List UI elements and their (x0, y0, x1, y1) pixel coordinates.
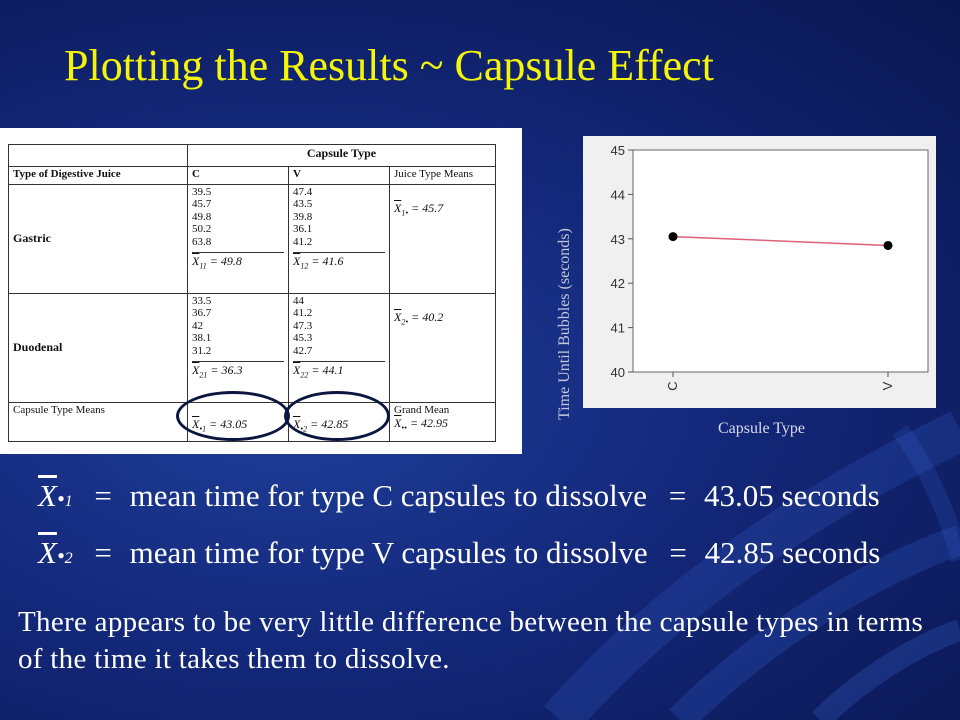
capsule-type-header: Capsule Type (188, 145, 496, 167)
value: 33.5 (192, 294, 212, 307)
cell-mean: $\overline{X}_{12} = 41.6$ (293, 252, 385, 273)
juice-means-header: Juice Type Means (390, 166, 496, 184)
table-corner (9, 145, 188, 167)
value: 50.2 (192, 223, 212, 236)
equation-value: 42.85 seconds (704, 535, 881, 570)
value: 45.7 (192, 198, 212, 211)
gastric-row-mean: $\overline{X}_{1•} = 45.7$ (390, 184, 496, 293)
juice-type-header: Type of Digestive Juice (9, 166, 188, 184)
value: 63.8 (192, 235, 212, 248)
y-tick-label: 42 (610, 276, 625, 292)
chart-x-axis-label: Capsule Type (718, 420, 806, 437)
value: 49.8 (192, 210, 212, 223)
conclusion-text: There appears to be very little difference between the capsule types in terms of the time it takes them to dissolve. (18, 606, 924, 675)
col-header-c: C (188, 166, 289, 184)
value: 41.2 (293, 307, 313, 320)
juice-name-duodenal: Duodenal (9, 293, 188, 402)
value: 36.7 (192, 307, 212, 320)
highlight-circle-v-mean (284, 391, 390, 441)
capsule-means-label: Capsule Type Means (9, 402, 188, 441)
v-column-mean: $\overline{X}_{•2} = 42.85$ (289, 402, 390, 441)
x-tick-label: V (880, 381, 895, 391)
plot-area (633, 150, 928, 372)
value: 42.7 (293, 344, 313, 357)
value: 38.1 (192, 332, 212, 345)
value: 45.3 (293, 332, 313, 345)
value: 39.8 (293, 210, 313, 223)
cell-mean: $\overline{X}_{22} = 44.1$ (293, 361, 385, 382)
equation-text: mean time for type V capsules to dissolve (129, 535, 648, 570)
value: 47.3 (293, 319, 313, 332)
juice-name-gastric: Gastric (9, 184, 188, 293)
equation-value: 43.05 seconds (704, 478, 880, 513)
value: 41.2 (293, 235, 313, 248)
duodenal-v-cell (289, 293, 390, 402)
grand-mean-label: Grand Mean (394, 403, 450, 416)
y-tick-label: 41 (610, 320, 625, 336)
line-chart (583, 136, 936, 408)
data-point (669, 232, 678, 241)
y-tick-label: 44 (610, 187, 625, 203)
col-header-v: V (289, 166, 390, 184)
equals-sign: = (669, 535, 687, 570)
y-tick-label: 45 (610, 143, 625, 158)
equals-sign: = (668, 478, 687, 513)
y-tick-label: 40 (610, 365, 625, 380)
table-row (9, 184, 496, 293)
equals-sign: = (94, 535, 112, 570)
equation-symbol: $\overline{X}•2$ (38, 535, 73, 570)
equation-symbol: $\overline{X}•1$ (38, 478, 73, 513)
gastric-c-cell (188, 184, 289, 293)
value: 31.2 (192, 344, 212, 357)
value: 44 (293, 294, 304, 307)
equation-text: mean time for type C capsules to dissolve (129, 478, 648, 513)
cell-mean: $\overline{X}_{11} = 49.8$ (192, 252, 284, 273)
gastric-v-cell (289, 184, 390, 293)
cell-mean: $\overline{X}_{21} = 36.3$ (192, 361, 284, 382)
x-tick-label: C (665, 381, 680, 391)
equation-v-mean (38, 535, 938, 571)
highlight-circle-c-mean (176, 391, 290, 441)
duodenal-c-cell (188, 293, 289, 402)
chart-y-axis-label: Time Until Bubbles (seconds) (556, 228, 573, 420)
value: 39.5 (192, 185, 212, 198)
equals-sign: = (94, 478, 112, 513)
equation-c-mean (38, 478, 938, 514)
value: 42 (192, 319, 203, 332)
c-column-mean: $\overline{X}_{•1} = 43.05$ (188, 402, 289, 441)
table-row (9, 293, 496, 402)
slide-title: Plotting the Results ~ Capsule Effect (64, 41, 714, 90)
value: 36.1 (293, 223, 313, 236)
grand-mean-value: $\overline{X}_{••} = 42.95$ (394, 415, 449, 433)
value: 43.5 (293, 198, 313, 211)
grand-mean-cell (390, 402, 496, 441)
duodenal-row-mean: $\overline{X}_{2•} = 40.2$ (390, 293, 496, 402)
data-point (884, 241, 893, 250)
y-tick-label: 43 (610, 231, 625, 247)
value: 47.4 (293, 185, 313, 198)
